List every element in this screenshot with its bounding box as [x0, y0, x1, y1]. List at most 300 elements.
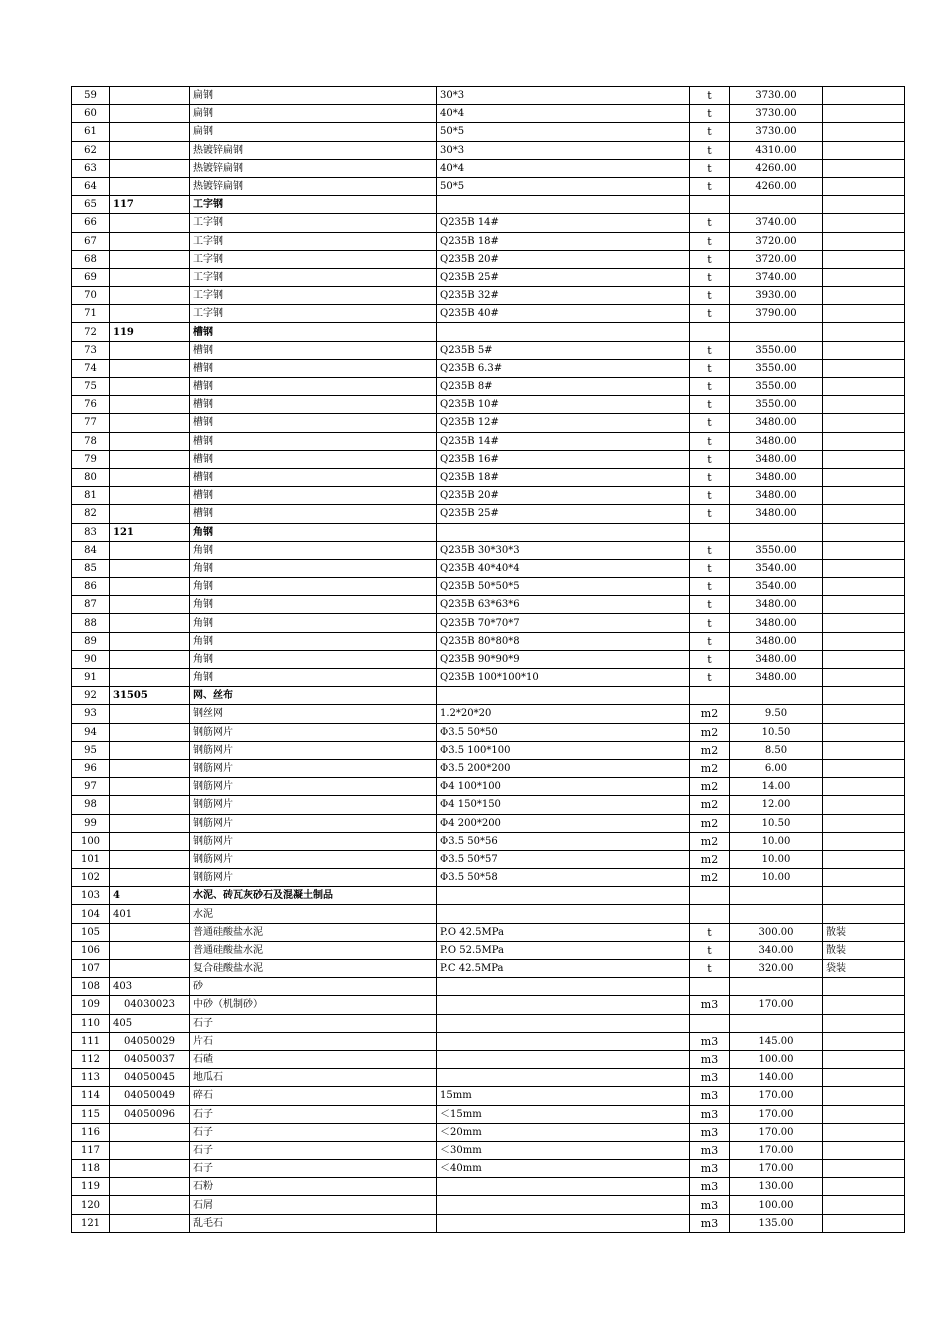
- row-number: 119: [72, 1178, 110, 1196]
- table-row: [72, 232, 905, 250]
- item-unit: m3: [690, 1032, 730, 1050]
- item-price: 3480.00: [730, 614, 823, 632]
- item-name: 地瓜石: [190, 1069, 437, 1087]
- item-name: 中砂（机制砂）: [190, 996, 437, 1014]
- item-price: 100.00: [730, 1196, 823, 1214]
- row-number: 112: [72, 1050, 110, 1068]
- item-unit: m3: [690, 1160, 730, 1178]
- item-price: 3550.00: [730, 378, 823, 396]
- row-number: 114: [72, 1087, 110, 1105]
- item-code: [110, 669, 190, 687]
- item-note: [823, 505, 905, 523]
- item-name: 槽钢: [190, 323, 437, 341]
- item-note: [823, 1196, 905, 1214]
- item-note: [823, 214, 905, 232]
- item-name: 普通硅酸盐水泥: [190, 941, 437, 959]
- table-row: [72, 578, 905, 596]
- table-row: [72, 723, 905, 741]
- item-spec: 15mm: [437, 1087, 690, 1105]
- table-row: [72, 960, 905, 978]
- item-spec: Q235B 40#: [437, 305, 690, 323]
- item-note: [823, 850, 905, 868]
- item-unit: t: [690, 960, 730, 978]
- item-spec: ＜40mm: [437, 1160, 690, 1178]
- item-price: [730, 905, 823, 923]
- table-row: [72, 414, 905, 432]
- item-name: 热镀锌扁钢: [190, 141, 437, 159]
- table-row: [72, 669, 905, 687]
- item-code: [110, 1178, 190, 1196]
- row-number: 61: [72, 123, 110, 141]
- table-body: [72, 87, 905, 1233]
- item-spec: Q235B 20#: [437, 250, 690, 268]
- item-unit: [690, 523, 730, 541]
- table-row: [72, 559, 905, 577]
- item-price: 3550.00: [730, 341, 823, 359]
- row-number: 91: [72, 669, 110, 687]
- item-price: 3550.00: [730, 541, 823, 559]
- item-code: [110, 632, 190, 650]
- item-note: [823, 432, 905, 450]
- table-row: [72, 1105, 905, 1123]
- item-name: 角钢: [190, 614, 437, 632]
- item-price: 3480.00: [730, 432, 823, 450]
- item-unit: t: [690, 378, 730, 396]
- row-number: 83: [72, 523, 110, 541]
- item-code: [110, 123, 190, 141]
- table-row: [72, 323, 905, 341]
- item-name: 钢筋网片: [190, 796, 437, 814]
- item-spec: ＜30mm: [437, 1141, 690, 1159]
- item-unit: m3: [690, 1141, 730, 1159]
- table-row: [72, 759, 905, 777]
- table-row: [72, 887, 905, 905]
- item-spec: 40*4: [437, 159, 690, 177]
- row-number: 98: [72, 796, 110, 814]
- table-row: [72, 505, 905, 523]
- item-code: [110, 923, 190, 941]
- item-note: [823, 341, 905, 359]
- item-spec: Φ3.5 50*57: [437, 850, 690, 868]
- item-unit: t: [690, 487, 730, 505]
- row-number: 113: [72, 1069, 110, 1087]
- item-price: 10.50: [730, 814, 823, 832]
- row-number: 117: [72, 1141, 110, 1159]
- item-spec: [437, 1069, 690, 1087]
- item-spec: Q235B 18#: [437, 468, 690, 486]
- item-unit: t: [690, 359, 730, 377]
- item-name: 工字钢: [190, 250, 437, 268]
- table-row: [72, 141, 905, 159]
- table-row: [72, 850, 905, 868]
- row-number: 76: [72, 396, 110, 414]
- row-number: 121: [72, 1214, 110, 1232]
- item-unit: [690, 1014, 730, 1032]
- table-row: [72, 923, 905, 941]
- item-code: [110, 341, 190, 359]
- item-price: 170.00: [730, 1141, 823, 1159]
- item-spec: Q235B 16#: [437, 450, 690, 468]
- item-spec: [437, 1178, 690, 1196]
- table-row: [72, 814, 905, 832]
- row-number: 85: [72, 559, 110, 577]
- row-number: 97: [72, 778, 110, 796]
- row-number: 115: [72, 1105, 110, 1123]
- item-code: 04050037: [110, 1050, 190, 1068]
- item-spec: [437, 1032, 690, 1050]
- item-price: [730, 196, 823, 214]
- item-name: 扁钢: [190, 105, 437, 123]
- table-row: [72, 1087, 905, 1105]
- item-note: [823, 1178, 905, 1196]
- item-name: 钢筋网片: [190, 759, 437, 777]
- item-name: 槽钢: [190, 414, 437, 432]
- table-row: [72, 250, 905, 268]
- item-note: [823, 1105, 905, 1123]
- item-note: [823, 578, 905, 596]
- item-price: 10.00: [730, 832, 823, 850]
- item-unit: t: [690, 87, 730, 105]
- table-row: [72, 596, 905, 614]
- item-name: 钢筋网片: [190, 723, 437, 741]
- item-name: 角钢: [190, 632, 437, 650]
- item-spec: Q235B 14#: [437, 432, 690, 450]
- item-name: 钢丝网: [190, 705, 437, 723]
- item-note: [823, 450, 905, 468]
- item-price: 145.00: [730, 1032, 823, 1050]
- item-code: [110, 759, 190, 777]
- item-price: 170.00: [730, 1087, 823, 1105]
- item-price: 135.00: [730, 1214, 823, 1232]
- item-unit: m2: [690, 796, 730, 814]
- item-spec: Q235B 10#: [437, 396, 690, 414]
- item-unit: t: [690, 432, 730, 450]
- item-name: 槽钢: [190, 432, 437, 450]
- item-code: [110, 1214, 190, 1232]
- item-spec: Φ4 100*100: [437, 778, 690, 796]
- item-note: [823, 632, 905, 650]
- item-code: 04050029: [110, 1032, 190, 1050]
- item-spec: [437, 196, 690, 214]
- item-price: 140.00: [730, 1069, 823, 1087]
- item-name: 角钢: [190, 523, 437, 541]
- item-name: 水泥: [190, 905, 437, 923]
- item-unit: t: [690, 650, 730, 668]
- item-code: [110, 159, 190, 177]
- item-code: 117: [110, 196, 190, 214]
- item-note: [823, 305, 905, 323]
- item-code: [110, 105, 190, 123]
- row-number: 60: [72, 105, 110, 123]
- row-number: 89: [72, 632, 110, 650]
- item-note: [823, 1014, 905, 1032]
- item-name: 片石: [190, 1032, 437, 1050]
- item-note: [823, 1214, 905, 1232]
- item-price: 3480.00: [730, 669, 823, 687]
- item-code: [110, 941, 190, 959]
- item-code: 04050096: [110, 1105, 190, 1123]
- item-spec: [437, 905, 690, 923]
- table-row: [72, 1141, 905, 1159]
- table-row: [72, 341, 905, 359]
- item-unit: t: [690, 177, 730, 195]
- item-code: [110, 359, 190, 377]
- item-unit: t: [690, 559, 730, 577]
- item-unit: t: [690, 232, 730, 250]
- item-price: 3720.00: [730, 232, 823, 250]
- item-name: 钢筋网片: [190, 850, 437, 868]
- item-code: [110, 723, 190, 741]
- row-number: 74: [72, 359, 110, 377]
- item-code: [110, 596, 190, 614]
- table-row: [72, 541, 905, 559]
- item-unit: m3: [690, 996, 730, 1014]
- item-spec: Q235B 90*90*9: [437, 650, 690, 668]
- item-code: [110, 1196, 190, 1214]
- item-price: [730, 1014, 823, 1032]
- row-number: 106: [72, 941, 110, 959]
- item-price: 170.00: [730, 996, 823, 1014]
- item-unit: t: [690, 250, 730, 268]
- item-name: 工字钢: [190, 287, 437, 305]
- item-unit: [690, 323, 730, 341]
- item-price: 3730.00: [730, 123, 823, 141]
- item-note: [823, 323, 905, 341]
- item-note: [823, 141, 905, 159]
- item-code: [110, 578, 190, 596]
- table-row: [72, 1123, 905, 1141]
- item-note: [823, 268, 905, 286]
- item-spec: [437, 523, 690, 541]
- item-spec: Φ3.5 50*58: [437, 869, 690, 887]
- table-row: [72, 432, 905, 450]
- item-name: 水泥、砖瓦灰砂石及混凝土制品: [190, 887, 437, 905]
- item-spec: [437, 996, 690, 1014]
- item-price: [730, 887, 823, 905]
- item-price: 14.00: [730, 778, 823, 796]
- item-code: [110, 141, 190, 159]
- item-note: [823, 250, 905, 268]
- item-spec: [437, 687, 690, 705]
- item-unit: m3: [690, 1178, 730, 1196]
- row-number: 102: [72, 869, 110, 887]
- table-row: [72, 905, 905, 923]
- item-price: 3790.00: [730, 305, 823, 323]
- item-price: 100.00: [730, 1050, 823, 1068]
- item-price: 4260.00: [730, 177, 823, 195]
- item-spec: P.O 52.5MPa: [437, 941, 690, 959]
- table-row: [72, 105, 905, 123]
- row-number: 105: [72, 923, 110, 941]
- item-note: [823, 359, 905, 377]
- item-code: 04050049: [110, 1087, 190, 1105]
- item-name: 扁钢: [190, 123, 437, 141]
- item-unit: t: [690, 596, 730, 614]
- item-spec: 50*5: [437, 177, 690, 195]
- item-unit: t: [690, 159, 730, 177]
- item-price: 3480.00: [730, 632, 823, 650]
- item-spec: Φ3.5 50*50: [437, 723, 690, 741]
- item-name: 钢筋网片: [190, 778, 437, 796]
- item-note: 散装: [823, 941, 905, 959]
- item-code: 401: [110, 905, 190, 923]
- item-name: 角钢: [190, 578, 437, 596]
- item-spec: Q235B 40*40*4: [437, 559, 690, 577]
- row-number: 92: [72, 687, 110, 705]
- item-note: [823, 1123, 905, 1141]
- item-code: [110, 832, 190, 850]
- item-unit: m3: [690, 1087, 730, 1105]
- item-price: [730, 323, 823, 341]
- table-row: [72, 196, 905, 214]
- item-price: 320.00: [730, 960, 823, 978]
- item-code: [110, 559, 190, 577]
- item-name: 石子: [190, 1141, 437, 1159]
- item-code: [110, 378, 190, 396]
- row-number: 67: [72, 232, 110, 250]
- item-code: 405: [110, 1014, 190, 1032]
- row-number: 86: [72, 578, 110, 596]
- item-name: 扁钢: [190, 87, 437, 105]
- item-note: [823, 1141, 905, 1159]
- item-price: 3740.00: [730, 268, 823, 286]
- item-unit: m2: [690, 850, 730, 868]
- item-note: [823, 559, 905, 577]
- item-price: 3730.00: [730, 87, 823, 105]
- item-name: 槽钢: [190, 468, 437, 486]
- item-price: 10.50: [730, 723, 823, 741]
- item-code: [110, 650, 190, 668]
- item-spec: Q235B 70*70*7: [437, 614, 690, 632]
- item-note: [823, 414, 905, 432]
- item-price: 170.00: [730, 1123, 823, 1141]
- item-code: [110, 741, 190, 759]
- item-code: 04050045: [110, 1069, 190, 1087]
- item-unit: t: [690, 923, 730, 941]
- item-unit: t: [690, 468, 730, 486]
- item-code: 119: [110, 323, 190, 341]
- item-price: [730, 978, 823, 996]
- table-row: [72, 1178, 905, 1196]
- item-note: [823, 123, 905, 141]
- table-row: [72, 978, 905, 996]
- item-code: [110, 778, 190, 796]
- item-code: 4: [110, 887, 190, 905]
- item-unit: t: [690, 578, 730, 596]
- item-note: [823, 996, 905, 1014]
- item-name: 石子: [190, 1105, 437, 1123]
- item-note: [823, 869, 905, 887]
- item-code: [110, 487, 190, 505]
- item-note: [823, 759, 905, 777]
- row-number: 109: [72, 996, 110, 1014]
- item-unit: [690, 905, 730, 923]
- table-row: [72, 996, 905, 1014]
- row-number: 64: [72, 177, 110, 195]
- item-unit: [690, 687, 730, 705]
- item-unit: t: [690, 614, 730, 632]
- item-price: 3480.00: [730, 414, 823, 432]
- row-number: 94: [72, 723, 110, 741]
- row-number: 63: [72, 159, 110, 177]
- row-number: 62: [72, 141, 110, 159]
- item-spec: [437, 1050, 690, 1068]
- item-spec: 1.2*20*20: [437, 705, 690, 723]
- item-price: 3540.00: [730, 578, 823, 596]
- item-code: 31505: [110, 687, 190, 705]
- row-number: 93: [72, 705, 110, 723]
- item-spec: Q235B 20#: [437, 487, 690, 505]
- item-code: [110, 1141, 190, 1159]
- item-note: [823, 741, 905, 759]
- item-unit: t: [690, 396, 730, 414]
- item-name: 钢筋网片: [190, 832, 437, 850]
- item-name: 工字钢: [190, 214, 437, 232]
- item-unit: m3: [690, 1214, 730, 1232]
- item-unit: m3: [690, 1123, 730, 1141]
- item-spec: Q235B 63*63*6: [437, 596, 690, 614]
- item-price: 130.00: [730, 1178, 823, 1196]
- item-code: [110, 177, 190, 195]
- item-name: 热镀锌扁钢: [190, 177, 437, 195]
- item-spec: Φ3.5 100*100: [437, 741, 690, 759]
- item-price: 300.00: [730, 923, 823, 941]
- item-note: [823, 723, 905, 741]
- item-name: 石子: [190, 1014, 437, 1032]
- table-row: [72, 87, 905, 105]
- item-spec: Q235B 80*80*8: [437, 632, 690, 650]
- table-row: [72, 705, 905, 723]
- item-unit: m2: [690, 778, 730, 796]
- item-unit: m3: [690, 1196, 730, 1214]
- item-code: [110, 450, 190, 468]
- item-note: [823, 650, 905, 668]
- item-price: 6.00: [730, 759, 823, 777]
- table-row: [72, 687, 905, 705]
- item-note: [823, 177, 905, 195]
- row-number: 118: [72, 1160, 110, 1178]
- item-code: [110, 796, 190, 814]
- item-code: [110, 614, 190, 632]
- row-number: 68: [72, 250, 110, 268]
- row-number: 88: [72, 614, 110, 632]
- row-number: 90: [72, 650, 110, 668]
- table-row: [72, 869, 905, 887]
- item-unit: m3: [690, 1050, 730, 1068]
- item-code: [110, 305, 190, 323]
- item-unit: m2: [690, 759, 730, 777]
- item-unit: t: [690, 141, 730, 159]
- item-name: 砂: [190, 978, 437, 996]
- item-code: [110, 250, 190, 268]
- item-spec: [437, 1214, 690, 1232]
- item-code: [110, 869, 190, 887]
- item-price: 3480.00: [730, 596, 823, 614]
- item-code: [110, 214, 190, 232]
- item-name: 槽钢: [190, 378, 437, 396]
- table-row: [72, 159, 905, 177]
- item-unit: t: [690, 214, 730, 232]
- item-unit: m3: [690, 1105, 730, 1123]
- table-row: [72, 214, 905, 232]
- item-note: [823, 523, 905, 541]
- item-note: [823, 905, 905, 923]
- table-row: [72, 796, 905, 814]
- item-spec: Q235B 6.3#: [437, 359, 690, 377]
- table-row: [72, 1032, 905, 1050]
- item-name: 石子: [190, 1160, 437, 1178]
- item-note: [823, 814, 905, 832]
